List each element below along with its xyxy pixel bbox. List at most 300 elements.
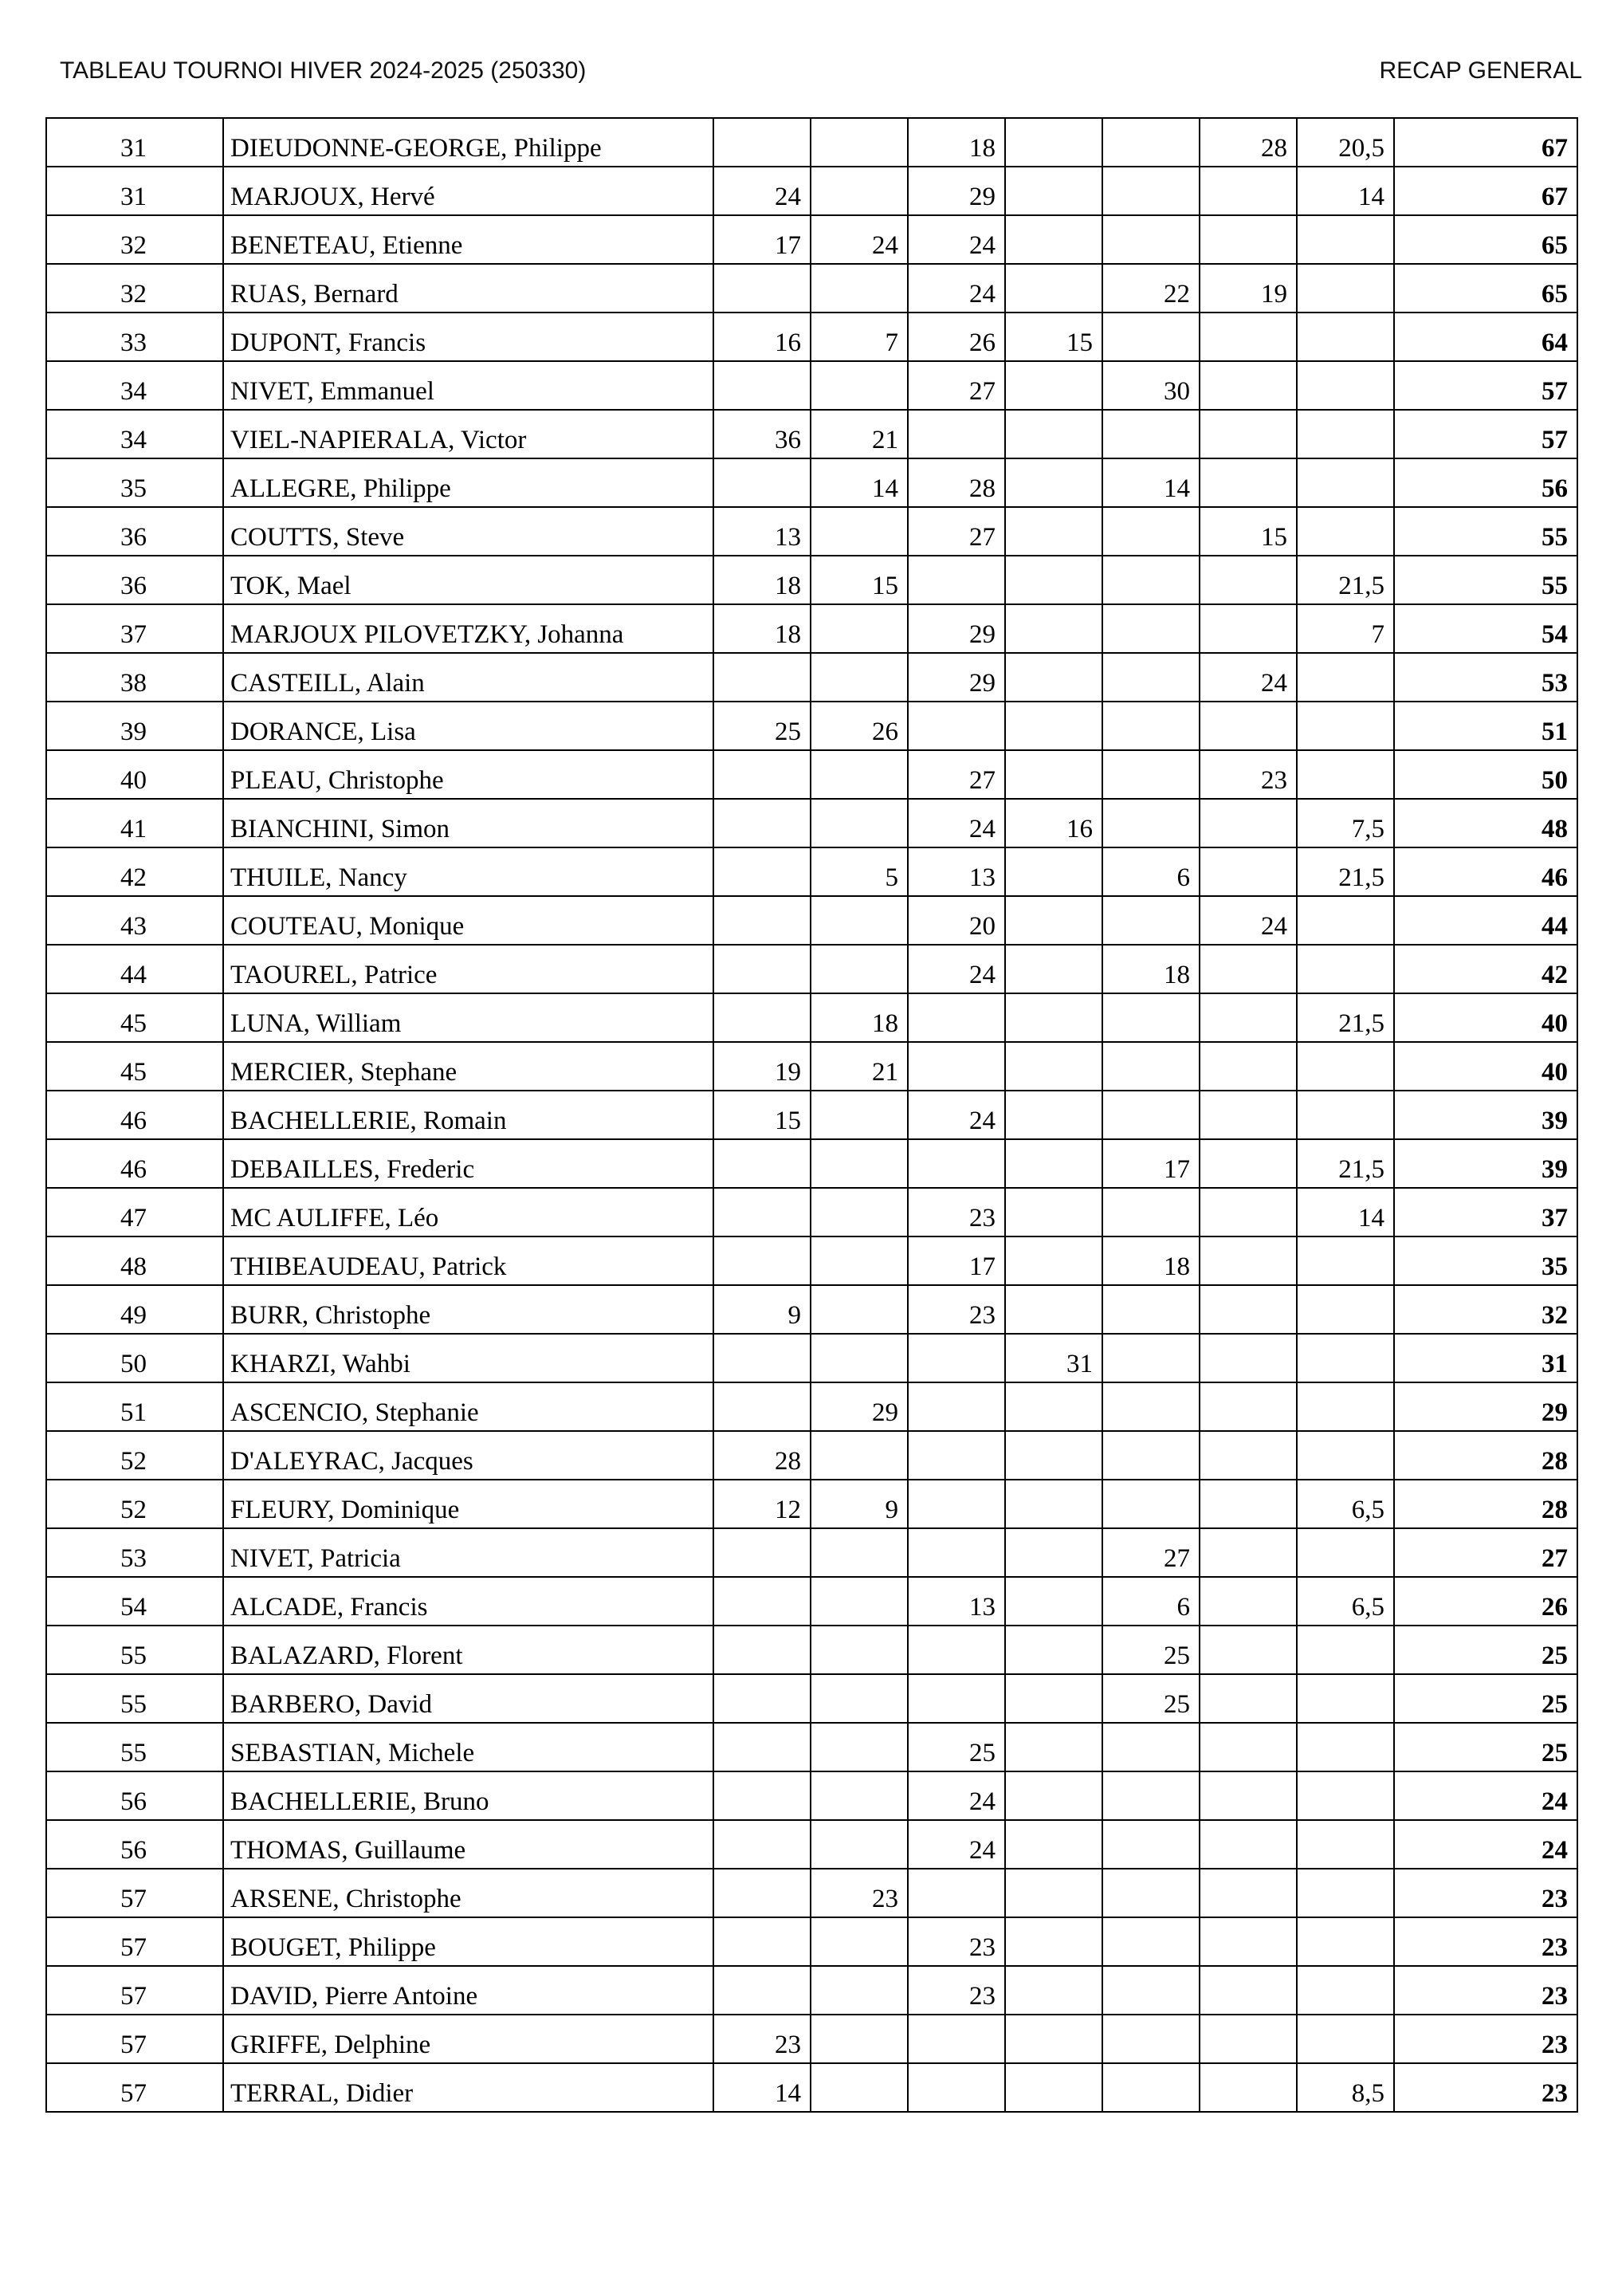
score-cell xyxy=(908,1139,1005,1188)
score-cell: 26 xyxy=(811,702,908,750)
score-cell xyxy=(1102,653,1200,702)
score-cell xyxy=(1200,1334,1297,1382)
score-cell: 24 xyxy=(1200,653,1297,702)
score-cell: 28 xyxy=(1200,118,1297,167)
score-cell: 21 xyxy=(811,410,908,458)
table-row xyxy=(46,1771,1577,1820)
total-cell: 26 xyxy=(1394,1577,1577,1626)
score-cell xyxy=(908,993,1005,1042)
score-cell xyxy=(1005,604,1102,653)
rank-cell: 39 xyxy=(46,702,223,750)
score-cell: 24 xyxy=(713,167,811,215)
table-row xyxy=(46,410,1577,458)
score-cell: 24 xyxy=(908,264,1005,313)
score-cell xyxy=(1102,1431,1200,1480)
score-cell xyxy=(811,1528,908,1577)
score-cell: 14 xyxy=(811,458,908,507)
score-cell xyxy=(811,1771,908,1820)
total-cell: 50 xyxy=(1394,750,1577,799)
score-cell xyxy=(811,1236,908,1285)
player-name-cell: GRIFFE, Delphine xyxy=(223,2015,713,2063)
score-cell xyxy=(1200,1382,1297,1431)
total-cell: 48 xyxy=(1394,799,1577,847)
score-cell: 18 xyxy=(908,118,1005,167)
score-cell xyxy=(1200,1771,1297,1820)
total-cell: 67 xyxy=(1394,118,1577,167)
table-row xyxy=(46,1382,1577,1431)
score-cell xyxy=(811,1674,908,1723)
total-cell: 31 xyxy=(1394,1334,1577,1382)
player-name-cell: COUTEAU, Monique xyxy=(223,896,713,945)
table-row xyxy=(46,1236,1577,1285)
score-cell: 25 xyxy=(713,702,811,750)
total-cell: 25 xyxy=(1394,1723,1577,1771)
score-cell xyxy=(1102,1188,1200,1236)
player-name-cell: MARJOUX PILOVETZKY, Johanna xyxy=(223,604,713,653)
player-name-cell: ASCENCIO, Stephanie xyxy=(223,1382,713,1431)
score-cell xyxy=(811,1285,908,1334)
score-cell: 21,5 xyxy=(1297,556,1394,604)
score-cell xyxy=(1200,1480,1297,1528)
score-cell xyxy=(1005,1723,1102,1771)
score-cell xyxy=(713,458,811,507)
total-cell: 27 xyxy=(1394,1528,1577,1577)
player-name-cell: ALLEGRE, Philippe xyxy=(223,458,713,507)
player-name-cell: FLEURY, Dominique xyxy=(223,1480,713,1528)
score-cell: 14 xyxy=(1297,167,1394,215)
total-cell: 55 xyxy=(1394,507,1577,556)
score-cell xyxy=(1297,507,1394,556)
score-cell: 19 xyxy=(713,1042,811,1091)
score-cell xyxy=(1102,1042,1200,1091)
score-cell xyxy=(1297,945,1394,993)
score-cell xyxy=(1005,1091,1102,1139)
score-cell xyxy=(1200,2063,1297,2112)
score-cell xyxy=(713,1723,811,1771)
score-cell xyxy=(1005,1917,1102,1966)
player-name-cell: TOK, Mael xyxy=(223,556,713,604)
score-cell: 15 xyxy=(811,556,908,604)
score-cell xyxy=(1200,2015,1297,2063)
score-cell xyxy=(1297,1334,1394,1382)
table-row xyxy=(46,1431,1577,1480)
score-cell: 20 xyxy=(908,896,1005,945)
score-cell xyxy=(1005,1577,1102,1626)
table-row xyxy=(46,1820,1577,1869)
score-cell xyxy=(1102,1820,1200,1869)
score-cell: 18 xyxy=(1102,1236,1200,1285)
score-cell: 18 xyxy=(811,993,908,1042)
score-cell xyxy=(1102,1771,1200,1820)
total-cell: 53 xyxy=(1394,653,1577,702)
score-cell: 6 xyxy=(1102,1577,1200,1626)
table-row xyxy=(46,458,1577,507)
score-cell: 29 xyxy=(908,604,1005,653)
player-name-cell: NIVET, Patricia xyxy=(223,1528,713,1577)
table-row xyxy=(46,556,1577,604)
total-cell: 28 xyxy=(1394,1431,1577,1480)
player-name-cell: COUTTS, Steve xyxy=(223,507,713,556)
total-cell: 51 xyxy=(1394,702,1577,750)
score-cell xyxy=(908,410,1005,458)
player-name-cell: LUNA, William xyxy=(223,993,713,1042)
score-cell xyxy=(1297,1382,1394,1431)
table-row xyxy=(46,896,1577,945)
player-name-cell: BARBERO, David xyxy=(223,1674,713,1723)
score-cell: 23 xyxy=(908,1285,1005,1334)
score-cell xyxy=(908,1528,1005,1577)
table-row xyxy=(46,604,1577,653)
score-cell xyxy=(1297,1723,1394,1771)
total-cell: 42 xyxy=(1394,945,1577,993)
table-row xyxy=(46,507,1577,556)
score-cell xyxy=(713,1139,811,1188)
score-cell: 7 xyxy=(1297,604,1394,653)
score-cell xyxy=(1005,993,1102,1042)
score-cell xyxy=(713,1966,811,2015)
score-cell: 27 xyxy=(908,750,1005,799)
player-name-cell: VIEL-NAPIERALA, Victor xyxy=(223,410,713,458)
score-cell: 29 xyxy=(908,653,1005,702)
score-cell xyxy=(713,1674,811,1723)
score-cell: 24 xyxy=(908,945,1005,993)
score-cell: 9 xyxy=(811,1480,908,1528)
table-row xyxy=(46,1139,1577,1188)
score-cell xyxy=(811,264,908,313)
score-cell: 21,5 xyxy=(1297,847,1394,896)
score-cell xyxy=(1200,1869,1297,1917)
score-cell xyxy=(1102,799,1200,847)
score-cell xyxy=(811,1334,908,1382)
table-row xyxy=(46,118,1577,167)
total-cell: 67 xyxy=(1394,167,1577,215)
rank-cell: 31 xyxy=(46,167,223,215)
score-cell xyxy=(1005,1966,1102,2015)
score-cell: 31 xyxy=(1005,1334,1102,1382)
rank-cell: 49 xyxy=(46,1285,223,1334)
total-cell: 57 xyxy=(1394,361,1577,410)
score-cell xyxy=(1200,604,1297,653)
score-cell xyxy=(811,1431,908,1480)
player-name-cell: MERCIER, Stephane xyxy=(223,1042,713,1091)
rank-cell: 36 xyxy=(46,507,223,556)
table-row xyxy=(46,1091,1577,1139)
score-cell xyxy=(713,653,811,702)
table-row xyxy=(46,1188,1577,1236)
player-name-cell: DUPONT, Francis xyxy=(223,313,713,361)
score-cell: 28 xyxy=(908,458,1005,507)
score-cell: 16 xyxy=(1005,799,1102,847)
score-cell xyxy=(713,264,811,313)
score-cell: 13 xyxy=(908,1577,1005,1626)
score-cell: 23 xyxy=(908,1188,1005,1236)
rank-cell: 57 xyxy=(46,1869,223,1917)
score-cell xyxy=(1200,945,1297,993)
score-cell: 24 xyxy=(811,215,908,264)
score-cell xyxy=(1297,1966,1394,2015)
total-cell: 23 xyxy=(1394,1966,1577,2015)
score-cell: 29 xyxy=(908,167,1005,215)
score-cell xyxy=(1200,556,1297,604)
rank-cell: 45 xyxy=(46,1042,223,1091)
score-cell xyxy=(713,1820,811,1869)
score-cell xyxy=(1200,1626,1297,1674)
score-cell xyxy=(1200,1285,1297,1334)
score-cell: 13 xyxy=(908,847,1005,896)
score-cell xyxy=(1200,215,1297,264)
score-cell: 23 xyxy=(908,1917,1005,1966)
rank-cell: 32 xyxy=(46,264,223,313)
score-cell: 7,5 xyxy=(1297,799,1394,847)
score-cell xyxy=(811,1917,908,1966)
score-cell xyxy=(1200,458,1297,507)
total-cell: 64 xyxy=(1394,313,1577,361)
score-cell xyxy=(1297,361,1394,410)
rank-cell: 35 xyxy=(46,458,223,507)
player-name-cell: BOUGET, Philippe xyxy=(223,1917,713,1966)
player-name-cell: BACHELLERIE, Bruno xyxy=(223,1771,713,1820)
player-name-cell: TAOUREL, Patrice xyxy=(223,945,713,993)
rank-cell: 52 xyxy=(46,1431,223,1480)
total-cell: 56 xyxy=(1394,458,1577,507)
score-cell xyxy=(811,1966,908,2015)
score-cell xyxy=(1005,1285,1102,1334)
score-cell xyxy=(811,653,908,702)
score-cell xyxy=(1005,1382,1102,1431)
score-cell xyxy=(1005,750,1102,799)
rank-cell: 34 xyxy=(46,410,223,458)
score-cell xyxy=(1102,1480,1200,1528)
score-cell: 12 xyxy=(713,1480,811,1528)
score-cell xyxy=(811,1139,908,1188)
table-row xyxy=(46,1480,1577,1528)
score-cell xyxy=(1200,1431,1297,1480)
score-cell xyxy=(1102,604,1200,653)
table-row xyxy=(46,361,1577,410)
total-cell: 39 xyxy=(1394,1139,1577,1188)
player-name-cell: RUAS, Bernard xyxy=(223,264,713,313)
rank-cell: 36 xyxy=(46,556,223,604)
score-cell: 24 xyxy=(908,1771,1005,1820)
total-cell: 55 xyxy=(1394,556,1577,604)
player-name-cell: DORANCE, Lisa xyxy=(223,702,713,750)
score-cell xyxy=(713,799,811,847)
score-cell xyxy=(1297,313,1394,361)
table-row xyxy=(46,702,1577,750)
player-name-cell: BACHELLERIE, Romain xyxy=(223,1091,713,1139)
score-cell xyxy=(1102,1285,1200,1334)
score-cell: 29 xyxy=(811,1382,908,1431)
score-cell: 21,5 xyxy=(1297,1139,1394,1188)
rank-cell: 57 xyxy=(46,1966,223,2015)
score-cell xyxy=(1297,1869,1394,1917)
score-cell: 8,5 xyxy=(1297,2063,1394,2112)
score-cell xyxy=(713,1626,811,1674)
score-cell xyxy=(811,1723,908,1771)
rank-cell: 55 xyxy=(46,1723,223,1771)
score-cell xyxy=(1005,1674,1102,1723)
page-subtitle: RECAP GENERAL xyxy=(1379,57,1582,84)
rank-cell: 56 xyxy=(46,1771,223,1820)
score-cell xyxy=(1200,1723,1297,1771)
score-cell xyxy=(1200,1577,1297,1626)
player-name-cell: ARSENE, Christophe xyxy=(223,1869,713,1917)
table-row xyxy=(46,799,1577,847)
total-cell: 24 xyxy=(1394,1820,1577,1869)
table-row xyxy=(46,945,1577,993)
score-cell xyxy=(1297,1528,1394,1577)
score-cell xyxy=(1102,215,1200,264)
table-row xyxy=(46,1723,1577,1771)
score-cell xyxy=(908,1869,1005,1917)
score-cell xyxy=(1005,847,1102,896)
score-cell xyxy=(1200,1091,1297,1139)
score-cell xyxy=(1200,313,1297,361)
rank-cell: 53 xyxy=(46,1528,223,1577)
score-cell xyxy=(1102,2063,1200,2112)
score-cell xyxy=(1102,507,1200,556)
score-cell xyxy=(811,2015,908,2063)
table-row xyxy=(46,653,1577,702)
score-cell xyxy=(811,799,908,847)
table-row xyxy=(46,1869,1577,1917)
score-cell xyxy=(908,2015,1005,2063)
rank-cell: 55 xyxy=(46,1674,223,1723)
score-cell xyxy=(1005,410,1102,458)
score-cell xyxy=(908,1626,1005,1674)
table-row xyxy=(46,1966,1577,2015)
score-cell xyxy=(1005,1042,1102,1091)
score-cell xyxy=(1005,1626,1102,1674)
score-cell xyxy=(1102,118,1200,167)
score-cell xyxy=(1297,1771,1394,1820)
score-cell xyxy=(713,945,811,993)
rank-cell: 44 xyxy=(46,945,223,993)
score-cell xyxy=(1200,1042,1297,1091)
player-name-cell: BENETEAU, Etienne xyxy=(223,215,713,264)
score-cell xyxy=(713,1334,811,1382)
total-cell: 25 xyxy=(1394,1626,1577,1674)
player-name-cell: DIEUDONNE-GEORGE, Philippe xyxy=(223,118,713,167)
score-cell: 6 xyxy=(1102,847,1200,896)
score-cell xyxy=(1200,702,1297,750)
score-cell xyxy=(713,1577,811,1626)
score-cell xyxy=(1297,1285,1394,1334)
score-cell xyxy=(1005,1869,1102,1917)
rank-cell: 42 xyxy=(46,847,223,896)
score-cell xyxy=(1005,1139,1102,1188)
total-cell: 39 xyxy=(1394,1091,1577,1139)
score-cell: 25 xyxy=(908,1723,1005,1771)
score-cell xyxy=(908,556,1005,604)
player-name-cell: BIANCHINI, Simon xyxy=(223,799,713,847)
player-name-cell: PLEAU, Christophe xyxy=(223,750,713,799)
score-cell xyxy=(908,2063,1005,2112)
rank-cell: 47 xyxy=(46,1188,223,1236)
rank-cell: 41 xyxy=(46,799,223,847)
score-cell: 27 xyxy=(908,507,1005,556)
score-cell: 15 xyxy=(1005,313,1102,361)
score-cell xyxy=(1297,750,1394,799)
score-cell: 19 xyxy=(1200,264,1297,313)
score-cell xyxy=(811,1820,908,1869)
score-cell: 15 xyxy=(713,1091,811,1139)
player-name-cell: BALAZARD, Florent xyxy=(223,1626,713,1674)
table-row xyxy=(46,1042,1577,1091)
score-cell xyxy=(713,896,811,945)
score-cell xyxy=(811,167,908,215)
score-cell: 21 xyxy=(811,1042,908,1091)
player-name-cell: THOMAS, Guillaume xyxy=(223,1820,713,1869)
table-row xyxy=(46,1577,1577,1626)
total-cell: 54 xyxy=(1394,604,1577,653)
score-cell xyxy=(1200,1966,1297,2015)
score-cell xyxy=(1297,2015,1394,2063)
score-cell xyxy=(1005,1236,1102,1285)
score-cell xyxy=(1200,799,1297,847)
player-name-cell: SEBASTIAN, Michele xyxy=(223,1723,713,1771)
score-cell: 9 xyxy=(713,1285,811,1334)
rank-cell: 57 xyxy=(46,1917,223,1966)
player-name-cell: KHARZI, Wahbi xyxy=(223,1334,713,1382)
score-cell xyxy=(811,1577,908,1626)
score-cell: 17 xyxy=(713,215,811,264)
score-cell xyxy=(1005,702,1102,750)
score-cell xyxy=(1005,215,1102,264)
score-cell: 6,5 xyxy=(1297,1577,1394,1626)
score-cell: 20,5 xyxy=(1297,118,1394,167)
rank-cell: 40 xyxy=(46,750,223,799)
score-cell xyxy=(1297,215,1394,264)
score-cell: 36 xyxy=(713,410,811,458)
score-cell xyxy=(811,507,908,556)
score-cell: 23 xyxy=(713,2015,811,2063)
score-cell xyxy=(1297,1236,1394,1285)
total-cell: 23 xyxy=(1394,1869,1577,1917)
score-cell: 14 xyxy=(1102,458,1200,507)
score-cell xyxy=(1005,1820,1102,1869)
score-cell: 17 xyxy=(908,1236,1005,1285)
score-cell: 21,5 xyxy=(1297,993,1394,1042)
player-name-cell: TERRAL, Didier xyxy=(223,2063,713,2112)
score-cell: 24 xyxy=(1200,896,1297,945)
score-cell xyxy=(1200,1917,1297,1966)
score-cell xyxy=(1297,1917,1394,1966)
score-cell xyxy=(1102,1966,1200,2015)
score-cell xyxy=(1200,993,1297,1042)
score-cell xyxy=(908,1674,1005,1723)
score-cell xyxy=(1297,1042,1394,1091)
score-cell xyxy=(713,1917,811,1966)
score-cell xyxy=(1200,1820,1297,1869)
score-cell: 25 xyxy=(1102,1626,1200,1674)
score-cell: 22 xyxy=(1102,264,1200,313)
total-cell: 28 xyxy=(1394,1480,1577,1528)
score-cell xyxy=(1297,264,1394,313)
rank-cell: 51 xyxy=(46,1382,223,1431)
rank-cell: 34 xyxy=(46,361,223,410)
score-cell xyxy=(908,1042,1005,1091)
table-row xyxy=(46,264,1577,313)
score-cell xyxy=(1297,1431,1394,1480)
player-name-cell: DEBAILLES, Frederic xyxy=(223,1139,713,1188)
score-cell xyxy=(1102,167,1200,215)
score-cell xyxy=(811,945,908,993)
total-cell: 25 xyxy=(1394,1674,1577,1723)
score-cell xyxy=(1005,361,1102,410)
score-cell xyxy=(1005,2063,1102,2112)
score-cell: 16 xyxy=(713,313,811,361)
